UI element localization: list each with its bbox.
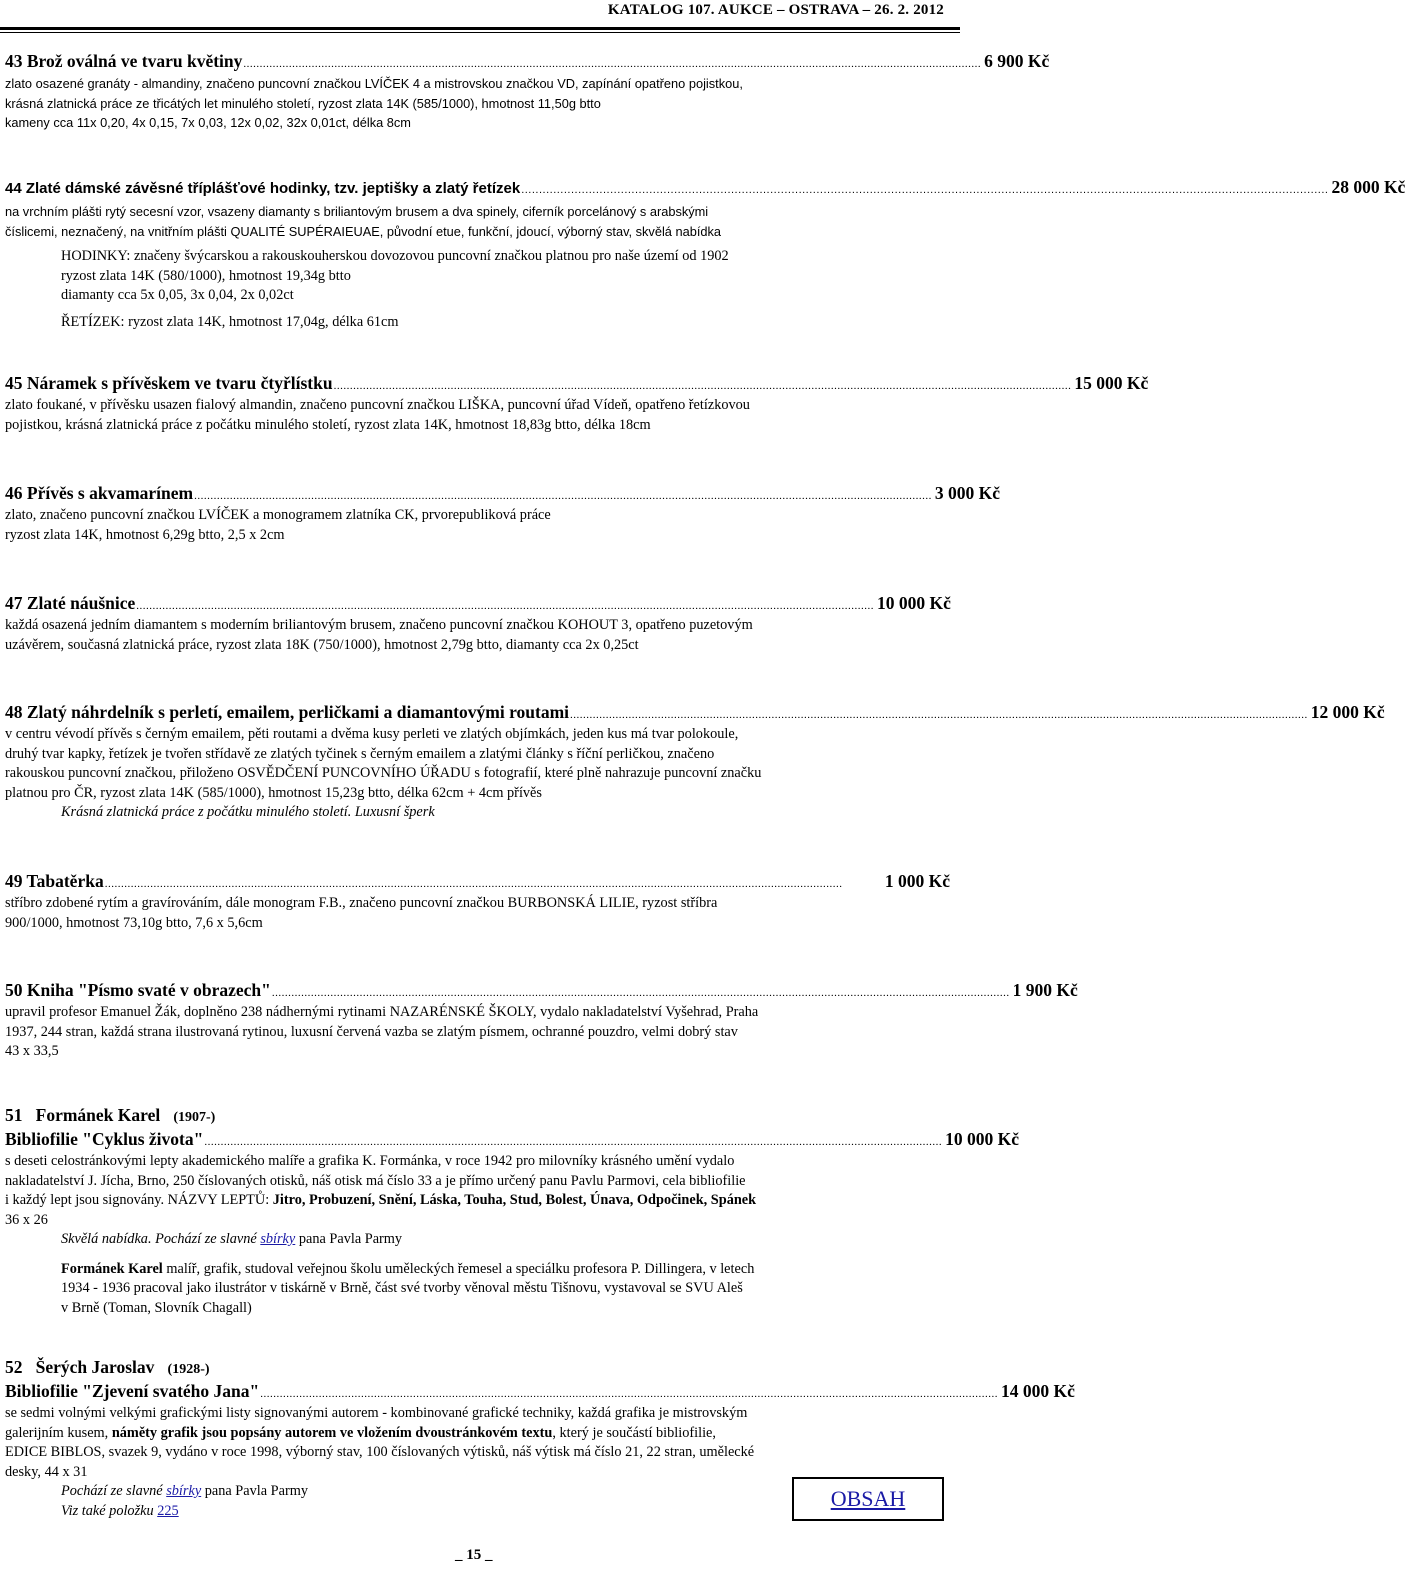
lot-title: 48 Zlatý náhrdelník s perletí, emailem, perličkami a diamantovými routami	[5, 702, 570, 722]
author-dates: (1907-)	[173, 1110, 216, 1125]
desc-line: 36 x 26	[5, 1211, 48, 1228]
lot-title-row	[5, 702, 1385, 725]
lot-title-row	[5, 980, 1078, 1003]
artist-bio	[5, 1260, 950, 1319]
lot-title: 44 Zlaté dámské závěsné tříplášťové hodinky, tzv. jeptišky a zlatý řetízek	[5, 180, 521, 197]
desc-line: 900/1000, hmotnost 73,10g btto, 7,6 x 5,6cm	[5, 914, 263, 931]
lot-description	[5, 396, 950, 435]
note-text: pana Pavla Parmy	[295, 1231, 403, 1247]
desc-line	[5, 1191, 950, 1211]
desc-line: zlato, značeno puncovní značkou LVÍČEK a monogramem zlatníka CK, prvorepubliková práce	[5, 507, 551, 523]
page-header: KATALOG 107. AUKCE – OSTRAVA – 26. 2. 2012	[607, 2, 944, 18]
desc-line: kameny cca 11x 0,20, 4x 0,15, 7x 0,03, 12x 0,02, 32x 0,01ct, délka 8cm	[5, 115, 411, 130]
author-row	[5, 1104, 950, 1129]
lot-description	[5, 74, 950, 133]
lot-title-row	[5, 1381, 1075, 1404]
desc-line: zlato foukané, v přívěsku usazen fialový almandin, značeno puncovní značkou LIŠKA, puncovní úřad Vídeň, opatřeno řetízkovou	[5, 397, 750, 413]
lot-description	[5, 1003, 950, 1062]
desc-line: na vrchním plášti rytý secesní vzor, vsazeny diamanty s briliantovým brusem a dva spinely, ciferník porcelánový s arabskými	[5, 204, 709, 219]
desc-line: v centru vévodí přívěs s černým emailem, pěti routami a dvěma kusy perleti ve zlatých objímkách, jeden kus má tvar polokoule,	[5, 726, 739, 742]
lot-price: 14 000 Kč	[1000, 1381, 1075, 1401]
lot-51	[5, 1104, 1019, 1318]
leader-dots: ...................................................................................................................................................................................................................................	[204, 1136, 943, 1148]
lot-description	[5, 506, 950, 545]
author-name: Šerých Jaroslav	[35, 1357, 155, 1377]
desc-text: , který je součástí bibliofilie,	[552, 1424, 716, 1441]
lot-44	[5, 177, 1405, 332]
see-also-link[interactable]: 225	[157, 1502, 179, 1519]
lot-46	[5, 483, 1000, 545]
leader-dots: ...................................................................................................................................................................................................................................	[104, 878, 843, 890]
bio-line: v Brně (Toman, Slovník Chagall)	[61, 1299, 252, 1316]
detail-line: diamanty cca 5x 0,05, 3x 0,04, 2x 0,02ct	[61, 287, 294, 303]
bio-text: malíř, grafik, studoval veřejnou školu uměleckých řemesel a speciálku profesora P. Dillingera, v letech	[162, 1260, 755, 1277]
contents-button[interactable]: OBSAH	[792, 1477, 944, 1521]
collection-link[interactable]: sbírky	[260, 1231, 296, 1247]
detail-line: HODINKY: značeny švýcarskou a rakouskouherskou dovozovou puncovní značkou platnou pro naše území od 1902	[61, 248, 729, 264]
author-number: 52	[5, 1357, 23, 1377]
leader-dots: ...................................................................................................................................................................................................................................	[333, 380, 1072, 392]
desc-line: 43 x 33,5	[5, 1043, 59, 1059]
lot-title-row	[5, 373, 1149, 396]
lot-title-row	[5, 51, 1050, 74]
leader-dots: ...................................................................................................................................................................................................................................	[271, 987, 1010, 999]
author-number: 51	[5, 1105, 23, 1125]
lot-49	[5, 871, 950, 933]
desc-line: krásná zlatnická práce ze třicátých let minulého století, ryzost zlata 14K (585/1000), hmotnost 11,50g btto	[5, 95, 601, 111]
lot-50	[5, 980, 1078, 1062]
author-name: Formánek Karel	[35, 1105, 161, 1125]
lot-price: 1 000 Kč	[884, 871, 950, 891]
leader-dots: ...................................................................................................................................................................................................................................	[260, 1388, 998, 1400]
desc-line: stříbro zdobené rytím a gravírováním, dále monogram F.B., značeno puncovní značkou BURBONSKÁ LILIE, ryzost stříbra	[5, 895, 718, 911]
author-row	[5, 1356, 950, 1381]
desc-line: každá osazená jedním diamantem s moderním briliantovým brusem, značeno puncovní značkou KOHOUT 3, opatřeno puzetovým	[5, 617, 753, 633]
lot-description	[5, 202, 950, 241]
desc-line: se sedmi volnými velkými grafickými listy signovanými autorem - kombinované grafické techniky, každá grafika je mistrovským	[5, 1405, 748, 1421]
lot-45	[5, 373, 1149, 435]
lot-price: 10 000 Kč	[877, 593, 951, 613]
lot-title: 43 Brož oválná ve tvaru květiny	[5, 51, 243, 71]
note-text: Skvělá nabídka. Pochází ze slavné	[61, 1231, 261, 1247]
lot-price: 12 000 Kč	[1310, 702, 1385, 722]
lot-description	[5, 1152, 950, 1318]
etching-names: Jitro, Probuzení, Snění, Láska, Touha, Stud, Bolest, Únava, Odpočinek, Spánek	[272, 1192, 757, 1208]
lot-description	[5, 894, 950, 933]
lot-price: 1 900 Kč	[1012, 980, 1078, 1000]
lot-title: Bibliofilie "Zjevení svatého Jana"	[5, 1381, 260, 1401]
desc-line: nakladatelství J. Jícha, Brno, 250 číslovaných otisků, náš otisk má číslo 33 a je přímo určený panu Pavlu Parmovi, cela bibliofilie	[5, 1172, 746, 1189]
see-also-text: Viz také položku	[61, 1502, 158, 1519]
header-rule	[0, 27, 960, 30]
lot-title: Bibliofilie "Cyklus života"	[5, 1129, 204, 1149]
desc-line: ryzost zlata 14K, hmotnost 6,29g btto, 2,5 x 2cm	[5, 526, 285, 543]
lot-price: 6 900 Kč	[984, 51, 1050, 71]
lot-price: 15 000 Kč	[1074, 373, 1149, 393]
author-dates: (1928-)	[167, 1362, 210, 1377]
note-text: pana Pavla Parmy	[201, 1483, 308, 1499]
desc-line	[5, 1424, 950, 1444]
leader-dots: ...................................................................................................................................................................................................................................	[521, 184, 1329, 196]
collection-link[interactable]: sbírky	[166, 1483, 202, 1499]
desc-line: pojistkou, krásná zlatnická práce z počátku minulého století, ryzost zlata 14K, hmotnost 18,83g btto, délka 18cm	[5, 416, 651, 433]
desc-line: číslicemi, neznačený, na vnitřním plášti QUALITÉ SUPÉRAIEUAE, původní etue, funkční, jdoucí, výborný stav, skvělá nabídka	[5, 223, 722, 239]
lot-title: 50 Kniha "Písmo svaté v obrazech"	[5, 980, 271, 1000]
lot-title-row	[5, 1129, 1019, 1152]
leader-dots: ...................................................................................................................................................................................................................................	[243, 58, 982, 70]
lot-title-row	[5, 593, 950, 616]
desc-line: platnou pro ČR, ryzost zlata 14K (585/1000), hmotnost 15,23g btto, délka 62cm + 4cm přívěs	[5, 784, 542, 801]
lot-title: 47 Zlaté náušnice	[5, 593, 136, 613]
desc-text: galerijním kusem,	[5, 1424, 112, 1441]
lot-title: 45 Náramek s přívěskem ve tvaru čtyřlístku	[5, 373, 333, 393]
desc-line: s deseti celostránkovými lepty akademického malíře a grafika K. Formánka, v roce 1942 pro milovníky krásného umění vydalo	[5, 1153, 735, 1169]
lot-title-row	[5, 177, 1405, 200]
lot-note	[5, 1230, 950, 1250]
lot-title: 49 Tabatěrka	[5, 871, 104, 891]
lot-48	[5, 702, 1385, 823]
desc-line: rakouskou puncovní značkou, přiloženo OSVĚDČENÍ PUNCOVNÍHO ÚŘADU s fotografií, které plně nahrazuje puncovní značku	[5, 765, 762, 781]
desc-line: desky, 44 x 31	[5, 1463, 88, 1480]
page-number: _ 15 _	[455, 1547, 493, 1563]
lot-title-row	[5, 871, 950, 894]
desc-bold: náměty grafik jsou popsány autorem ve vložením dvoustránkovém textu	[111, 1424, 553, 1441]
bio-line: 1934 - 1936 pracoval jako ilustrátor v tiskárně v Brně, část své tvorby věnoval městu Tišnovu, vystavoval se SVU Aleš	[61, 1280, 743, 1296]
desc-line: 1937, 244 stran, každá strana ilustrovaná rytinou, luxusní červená vazba se zlatým písmem, ochranné pouzdro, velmi dobrý stav	[5, 1023, 738, 1040]
lot-description	[5, 616, 950, 655]
desc-line: upravil profesor Emanuel Žák, doplněno 238 nádhernými rytinami NAZARÉNSKÉ ŠKOLY, vydalo nakladatelství Vyšehrad, Praha	[5, 1004, 759, 1020]
leader-dots: ...................................................................................................................................................................................................................................	[136, 600, 875, 612]
lot-title: 46 Přívěs s akvamarínem	[5, 483, 194, 503]
desc-line: uzávěrem, současná zlatnická práce, ryzost zlata 18K (750/1000), hmotnost 2,79g btto, diamanty cca 2x 0,25ct	[5, 636, 639, 653]
lot-47	[5, 593, 950, 655]
desc-line: zlato osazené granáty - almandiny, značeno puncovní značkou LVÍČEK 4 a mistrovskou značkou VD, zapínání opatřeno pojistkou,	[5, 76, 743, 91]
lot-title-row	[5, 483, 1000, 506]
desc-line: druhý tvar kapky, řetízek je tvořen střídavě ze zlatých tyčinek s černým emailem a zlatými články s říční perličkou, značeno	[5, 745, 715, 762]
header-rule-thin	[0, 32, 960, 33]
watch-details	[5, 247, 950, 332]
detail-line: ryzost zlata 14K (580/1000), hmotnost 19,34g btto	[61, 267, 351, 284]
lot-price: 3 000 Kč	[934, 483, 1000, 503]
desc-line: EDICE BIBLOS, svazek 9, vydáno v roce 1998, výborný stav, 100 číslovaných výtisků, náš výtisk má číslo 21, 22 stran, umělecké	[5, 1444, 755, 1460]
note-text: Pochází ze slavné	[61, 1483, 167, 1499]
bio-name: Formánek Karel	[61, 1260, 163, 1277]
lot-description	[5, 725, 950, 823]
leader-dots: ...................................................................................................................................................................................................................................	[194, 490, 932, 502]
lot-price: 28 000 Kč	[1331, 177, 1405, 197]
bio-line	[61, 1260, 950, 1280]
leader-dots: ...................................................................................................................................................................................................................................	[570, 709, 1308, 721]
desc-text: i každý lept jsou signovány. NÁZVY LEPTŮ:	[5, 1192, 273, 1208]
lot-note: Krásná zlatnická práce z počátku minulého století. Luxusní šperk	[61, 804, 435, 820]
lot-43	[5, 51, 1050, 133]
lot-price: 10 000 Kč	[945, 1129, 1019, 1149]
chain-details: ŘETÍZEK: ryzost zlata 14K, hmotnost 17,04g, délka 61cm	[61, 313, 399, 330]
